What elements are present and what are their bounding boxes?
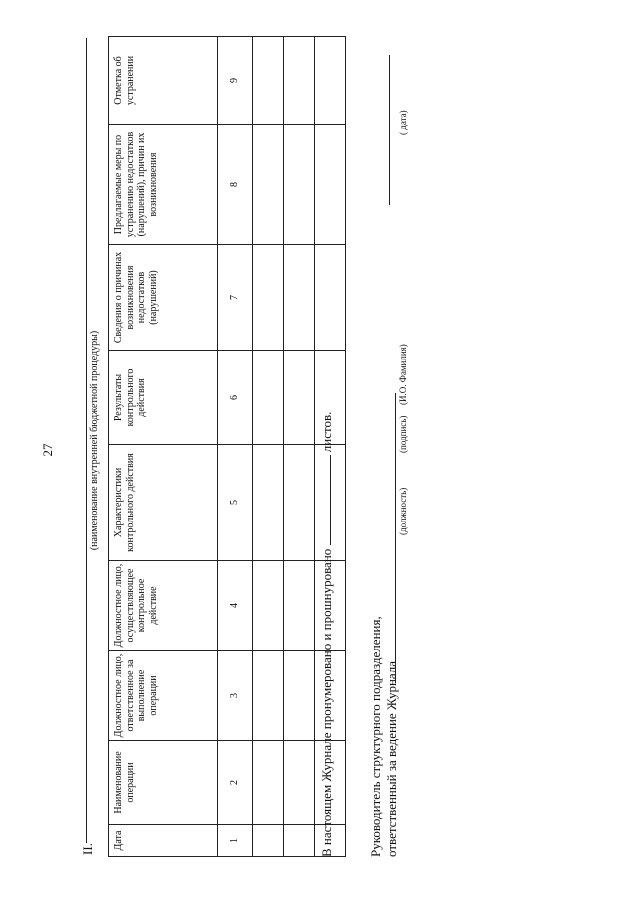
- column-number: 1: [218, 825, 253, 857]
- column-number: 3: [218, 651, 253, 741]
- statement-suffix: листов.: [319, 411, 334, 456]
- table-cell: [315, 37, 346, 125]
- table-cell: [284, 125, 315, 245]
- header-operation-name: Наименование операции: [109, 741, 218, 825]
- responsible-title-line2: ответственный за ведение Журнала: [383, 660, 399, 857]
- header-proposed-measures: Предлагаемые меры по устранению недостатков (нарушений), причин их возникновения: [109, 125, 218, 245]
- table-cell: [284, 37, 315, 125]
- table-header-row: [109, 37, 218, 857]
- page-count-statement: [318, 412, 335, 857]
- table-cell: [253, 445, 284, 561]
- column-number: 6: [218, 351, 253, 445]
- table-row: [253, 37, 284, 857]
- table-cell: [253, 561, 284, 651]
- table-cell: [284, 741, 315, 825]
- column-number: 2: [218, 741, 253, 825]
- table-cell: [253, 245, 284, 351]
- signature-caption: (подпись): [398, 415, 408, 453]
- table-cell: [284, 651, 315, 741]
- page-count-blank: [318, 455, 331, 545]
- column-number: 5: [218, 445, 253, 561]
- header-control-results: Результаты контрольного действия: [109, 351, 218, 445]
- position-caption: (должность): [398, 487, 408, 535]
- table-row: [284, 37, 315, 857]
- header-responsible-official: Должностное лицо, ответственное за выполнение операции: [109, 651, 218, 741]
- table-cell: [284, 825, 315, 857]
- table-cell: [315, 125, 346, 245]
- date-caption: ( дата): [398, 110, 408, 135]
- control-journal-table: [108, 36, 346, 857]
- signature-line: [395, 393, 396, 683]
- section-number: II.: [80, 843, 95, 855]
- table-cell: [284, 561, 315, 651]
- header-elimination-mark: Отметка об устранении: [109, 37, 218, 125]
- procedure-name-caption: (наименование внутренней бюджетной процедуры): [89, 330, 100, 551]
- statement-text: В настоящем Журнале пронумеровано и прошнуровано: [319, 545, 334, 857]
- column-number: 4: [218, 561, 253, 651]
- table-cell: [284, 245, 315, 351]
- header-date: Дата: [109, 825, 218, 857]
- column-number: 7: [218, 245, 253, 351]
- header-causes-of-deficiencies: Сведения о причинах возникновения недостатков (нарушений): [109, 245, 218, 351]
- date-line: [389, 55, 390, 205]
- table-cell: [253, 741, 284, 825]
- column-number-row: [218, 37, 253, 857]
- responsible-title-line1: Руководитель структурного подразделения,: [368, 616, 383, 857]
- table-cell: [253, 651, 284, 741]
- table-cell: [253, 825, 284, 857]
- name-caption: (И.О. Фамилия): [398, 344, 408, 405]
- header-control-characteristics: Характеристики контрольного действия: [109, 445, 218, 561]
- procedure-name-line: [86, 38, 87, 843]
- table-cell: [284, 351, 315, 445]
- column-number: 9: [218, 37, 253, 125]
- table-cell: [253, 125, 284, 245]
- page-number: 27: [40, 443, 55, 457]
- header-controlling-official: Должностное лицо, осуществляющее контрольное действие: [109, 561, 218, 651]
- table-cell: [253, 351, 284, 445]
- table-cell: [284, 445, 315, 561]
- column-number: 8: [218, 125, 253, 245]
- table-cell: [315, 245, 346, 351]
- table-cell: [253, 37, 284, 125]
